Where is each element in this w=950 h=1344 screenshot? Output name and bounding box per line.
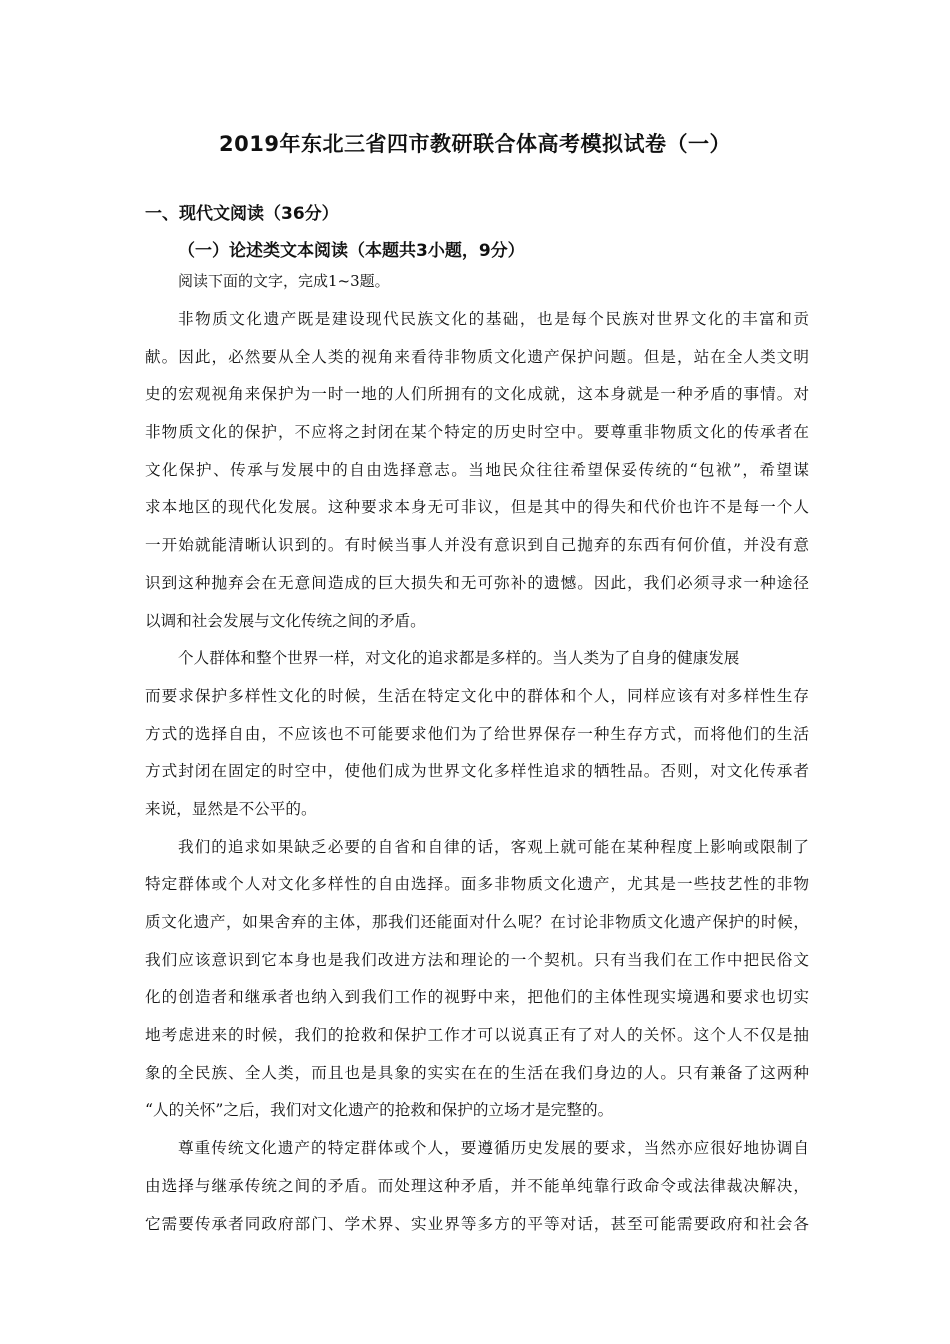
passage-line: 以调和社会发展与文化传统之间的矛盾。 <box>145 611 426 630</box>
passage-line: 非物质文化的保护，不应将之封闭在某个特定的历史时空中。要尊重非物质文化的传承者在 <box>145 423 809 442</box>
passage-line: 方式的选择自由，不应该也不可能要求他们为了给世界保存一种生存方式，而将他们的生活 <box>145 724 809 743</box>
passage-line: 质文化遗产，如果舍弃的主体，那我们还能面对什么呢？在讨论非物质文化遗产保护的时候， <box>145 913 809 931</box>
reading-instruction: 阅读下面的文字，完成1~3题。 <box>178 272 390 290</box>
passage-line: 史的宏观视角来保护为一时一地的人们所拥有的文化成就，这本身就是一种矛盾的事情。对 <box>145 385 809 404</box>
passage-line: 求本地区的现代化发展。这种要求本身无可非议，但是其中的得失和代价也许不是每一个人 <box>145 498 809 517</box>
passage-line: 我们的追求如果缺乏必要的自省和自律的话，客观上就可能在某种程度上影响或限制了 <box>178 837 809 856</box>
passage-line: 尊重传统文化遗产的特定群体或个人，要遵循历史发展的要求，当然亦应很好地协调自 <box>178 1139 809 1158</box>
passage-line: 特定群体或个人对文化多样性的自由选择。面多非物质文化遗产，尤其是一些技艺性的非物 <box>145 875 809 894</box>
passage-line: 而要求保护多样性文化的时候，生活在特定文化中的群体和个人，同样应该有对多样性生存 <box>145 686 809 705</box>
passage-line: 地考虑进来的时候，我们的抢救和保护工作才可以说真正有了对人的关怀。这个人不仅是抽 <box>145 1026 809 1045</box>
passage-line: 方式封闭在固定的时空中，使他们成为世界文化多样性追求的牺牲品。否则，对文化传承者 <box>145 762 809 781</box>
passage-line: 来说，显然是不公平的。 <box>145 799 317 818</box>
passage-line: 它需要传承者同政府部门、学术界、实业界等多方的平等对话，甚至可能需要政府和社会各 <box>145 1214 809 1233</box>
passage-line: 识到这种抛弃会在无意间造成的巨大损失和无可弥补的遗憾。因此，我们必须寻求一种途径 <box>145 573 809 592</box>
passage-line: 献。因此，必然要从全人类的视角来看待非物质文化遗产保护问题。但是，站在全人类文明 <box>145 347 809 366</box>
document-title: 2019年东北三省四市教研联合体高考模拟试卷（一） <box>219 132 731 156</box>
passage-line: “人的关怀”之后，我们对文化遗产的抢救和保护的立场才是完整的。 <box>145 1101 614 1120</box>
passage-line: 文化保护、传承与发展中的自由选择意志。当地民众往往希望保妥传统的“包袱”，希望谋 <box>145 460 809 479</box>
passage-line: 个人群体和整个世界一样，对文化的追求都是多样的。当人类为了自身的健康发展 <box>178 649 740 668</box>
subsection-heading: （一）论述类文本阅读（本题共3小题，9分） <box>178 241 525 261</box>
passage-line: 一开始就能清晰认识到的。有时候当事人并没有意识到自己抛弃的东西有何价值，并没有意 <box>145 536 809 555</box>
passage-body <box>145 306 809 1248</box>
passage-line: 化的创造者和继承者也纳入到我们工作的视野中来，把他们的主体性现实境遇和要求也切实 <box>145 988 809 1007</box>
section-heading: 一、现代文阅读（36分） <box>145 204 339 224</box>
passage-line: 象的全民族、全人类，而且也是具象的实实在在的生活在我们身边的人。只有兼备了这两种 <box>145 1063 809 1082</box>
passage-line: 我们应该意识到它本身也是我们改进方法和理论的一个契机。只有当我们在工作中把民俗文 <box>145 950 809 969</box>
passage-line: 非物质文化遗产既是建设现代民族文化的基础，也是每个民族对世界文化的丰富和贡 <box>178 310 809 328</box>
passage-line: 由选择与继承传统之间的矛盾。而处理这种矛盾，并不能单纯靠行政命令或法律裁决解决， <box>145 1176 809 1195</box>
